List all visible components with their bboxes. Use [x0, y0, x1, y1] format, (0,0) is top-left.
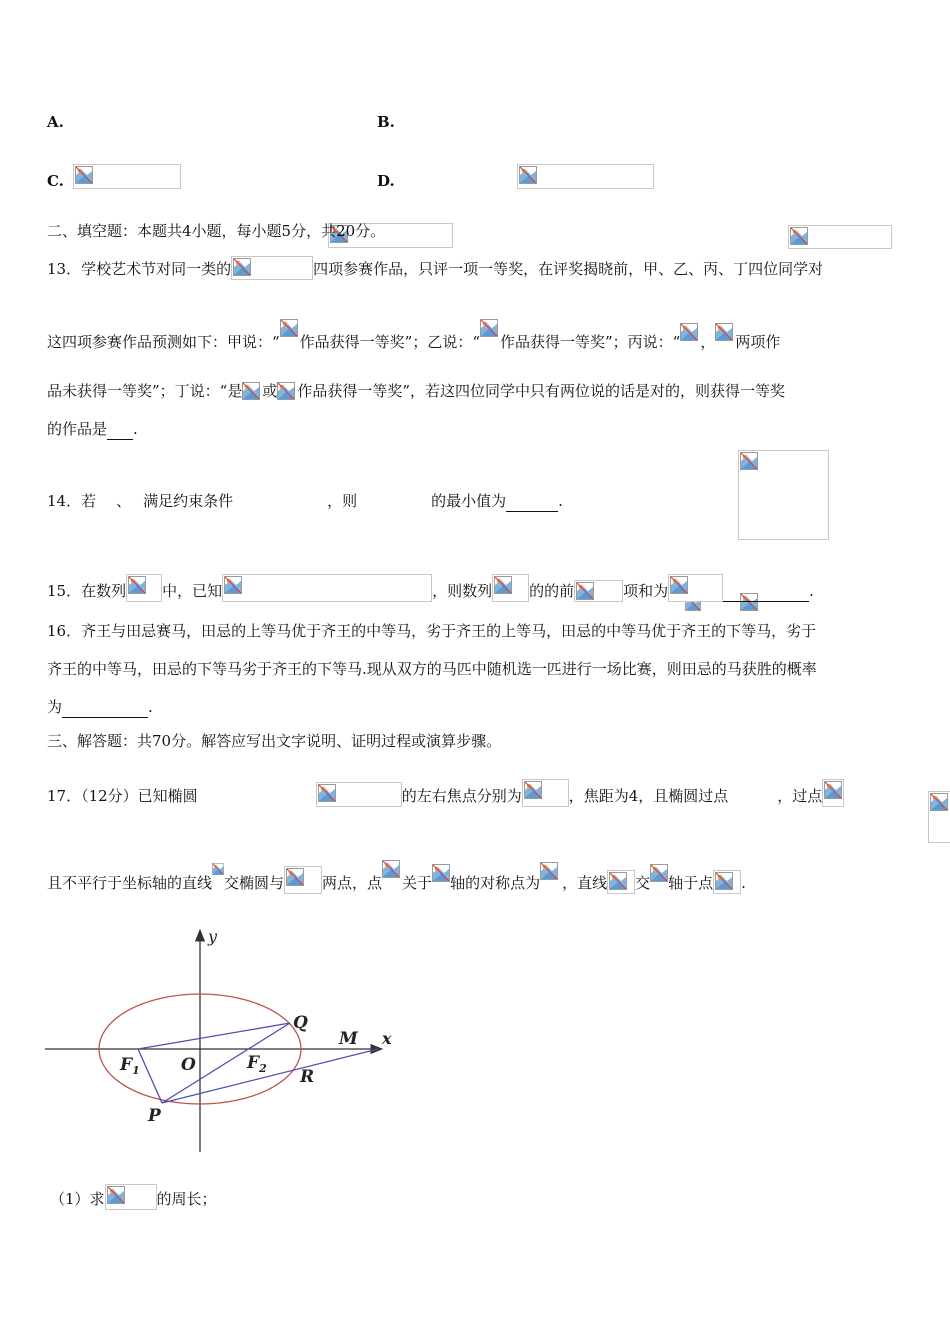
broken-image-icon: [715, 872, 733, 890]
q13-line-1: [47, 256, 823, 280]
option-b-image: [517, 164, 654, 189]
q17-ellipse-image: [928, 791, 950, 843]
q13-line-3: [47, 380, 785, 402]
answer-blank: [107, 423, 133, 440]
q17-image: [713, 870, 741, 894]
q17-line-1: [47, 779, 844, 807]
q17-text: 两点，点: [322, 874, 383, 892]
broken-image-icon: [224, 576, 242, 594]
label-p: P: [148, 1106, 161, 1126]
answer-blank: [723, 585, 809, 602]
q17-image: [650, 872, 668, 894]
option-c: [47, 172, 64, 190]
q13-text: 或: [262, 382, 278, 400]
q17-text: 17．（12分）已知椭圆: [47, 787, 198, 805]
broken-image-icon: [540, 862, 558, 880]
q15-text: 中，已知: [162, 582, 223, 600]
option-d-label: D.: [377, 172, 395, 190]
q13-text: 作品获得一等奖”；乙说：“: [299, 333, 481, 351]
broken-image-icon: [670, 576, 688, 594]
q15-line: [47, 574, 814, 602]
q13-image: [480, 333, 500, 353]
broken-image-icon: [715, 323, 733, 341]
q13-text: 四项参赛作品，只评一项一等奖，在评奖揭晓前，甲、乙、丙、丁四位同学对: [313, 260, 824, 278]
q17-image: [382, 872, 402, 894]
option-d-image: [788, 225, 892, 249]
broken-image-icon: [480, 319, 498, 337]
broken-image-icon: [680, 323, 698, 341]
q17-text: 关于: [402, 874, 433, 892]
q16-text: .: [148, 698, 153, 716]
q13-text: 品未获得一等奖”；丁说：“是: [47, 382, 243, 400]
broken-image-icon: [930, 793, 948, 811]
option-a: [47, 113, 64, 131]
answer-blank: [506, 495, 558, 512]
option-b-label: B.: [377, 113, 395, 131]
q14-text: .: [558, 492, 563, 510]
q14-text: 14．若: [47, 492, 97, 510]
broken-image-icon: [790, 227, 808, 245]
q14-text: ，则: [327, 492, 358, 510]
broken-image-icon: [494, 576, 512, 594]
broken-image-icon: [432, 864, 450, 882]
q13-image: [277, 382, 297, 402]
q15-text: ，则数列: [432, 582, 493, 600]
q13-text: 的作品是: [47, 420, 108, 438]
label-f2: $F_2$: [247, 1053, 267, 1075]
label-f1: $F_1$: [120, 1055, 140, 1077]
q14-text: 、: [116, 492, 132, 510]
q17-image: [522, 779, 569, 807]
label-x: x: [382, 1029, 392, 1048]
broken-image-icon: [233, 258, 251, 276]
section-3-heading: 三、解答题：共70分。解答应写出文字说明、证明过程或演算步骤。: [47, 732, 502, 750]
q14-constraint-image: [738, 450, 829, 540]
option-a-image: [73, 164, 181, 189]
q15-text: 15．在数列: [47, 582, 127, 600]
q13-line-4: [47, 418, 138, 440]
q13-text: 13．学校艺术节对同一类的: [47, 260, 232, 278]
line-f1-q: [138, 1023, 290, 1049]
option-d: [377, 172, 395, 190]
q17-sub-1: [50, 1184, 217, 1210]
q14-text: 满足约束条件: [143, 492, 234, 510]
q15-text: .: [809, 582, 814, 600]
broken-image-icon: [824, 781, 842, 799]
q15-image: [492, 574, 529, 602]
broken-image-icon: [576, 582, 594, 600]
section-2-heading: 二、填空题：本题共4小题，每小题5分，共20分。: [47, 222, 386, 240]
broken-image-icon: [519, 166, 537, 184]
q13-text: 两项作: [735, 333, 781, 351]
option-c-label: C.: [47, 172, 64, 190]
q17-text: 轴的对称点为: [450, 874, 541, 892]
q14-line: [47, 490, 563, 512]
q16-line-2: 齐王的中等马，田忌的下等马劣于齐王的下等马.现从双方的马匹中随机选一匹进行一场比赛，则田忌的马获胜的概率: [47, 660, 817, 678]
broken-image-icon: [286, 868, 304, 886]
q17-image: [822, 779, 844, 807]
option-a-label: A.: [47, 113, 64, 131]
q13-image: [715, 333, 735, 353]
q15-image: [668, 574, 723, 602]
q17-text: 交: [635, 874, 651, 892]
q16-text: 为: [47, 698, 63, 716]
label-r: R: [300, 1067, 315, 1087]
q14-text: 的最小值为: [431, 492, 507, 510]
broken-image-icon: [650, 864, 668, 882]
q17-text: ，过点: [777, 787, 823, 805]
q17-line-2: [47, 866, 746, 894]
broken-image-icon: [277, 382, 295, 400]
q17-text: 的左右焦点分别为: [401, 787, 522, 805]
q17-triangle-image: [105, 1184, 157, 1210]
q16-line-3: [47, 696, 153, 718]
broken-image-icon: [242, 382, 260, 400]
broken-image-icon: [75, 166, 93, 184]
broken-image-icon: [280, 319, 298, 337]
q17-image: [540, 872, 562, 894]
q13-image: [680, 333, 700, 353]
q17-text: .: [741, 874, 746, 892]
q13-image: [242, 382, 262, 402]
q15-text: 项和为: [623, 582, 669, 600]
answer-blank: [62, 701, 148, 718]
q17-text: 且不平行于坐标轴的直线: [47, 874, 213, 892]
q15-text: 的的前: [529, 582, 575, 600]
q17-image: [316, 782, 402, 807]
q17-text: 的周长；: [156, 1190, 217, 1208]
q15-image: [574, 580, 623, 602]
broken-image-icon: [524, 781, 542, 799]
q13-text: 作品获得一等奖”；丙说：“: [500, 333, 681, 351]
broken-image-icon: [128, 576, 146, 594]
q13-text: .: [133, 420, 138, 438]
broken-image-icon: [212, 860, 224, 878]
line-f1-p: [138, 1049, 162, 1103]
q13-text: ，: [700, 333, 716, 351]
broken-image-icon: [107, 1186, 125, 1204]
label-q: Q: [293, 1013, 308, 1033]
broken-image-icon: [609, 872, 627, 890]
q13-text: 这四项参赛作品预测如下：甲说：“: [47, 333, 280, 351]
q17-text: ，焦距为4，且椭圆过点: [568, 787, 729, 805]
q17-text: 轴于点: [668, 874, 714, 892]
q16-line-1: 16．齐王与田忌赛马，田忌的上等马优于齐王的中等马，劣于齐王的上等马，田忌的中等马优于齐王的下等马，劣于: [47, 622, 817, 640]
option-b: [377, 113, 395, 131]
q13-line-2: [47, 331, 780, 353]
broken-image-icon: [382, 860, 400, 878]
q15-image: [222, 574, 432, 602]
q15-image: [126, 574, 162, 602]
q13-text: 作品获得一等奖”，若这四位同学中只有两位说的话是对的，则获得一等奖: [297, 382, 786, 400]
q17-text: ，直线: [562, 874, 608, 892]
q17-text: 交椭圆与: [224, 874, 285, 892]
label-o: O: [181, 1055, 196, 1075]
label-y: y: [208, 927, 218, 946]
q17-image: [607, 870, 635, 894]
q13-image: [231, 256, 313, 280]
q17-image: [432, 872, 450, 894]
broken-image-icon: [318, 784, 336, 802]
ellipse-figure: [40, 922, 410, 1156]
q17-image: [284, 866, 322, 894]
label-m: M: [339, 1029, 358, 1049]
q13-image: [280, 333, 300, 353]
q17-text: （1）求: [50, 1190, 105, 1208]
broken-image-icon: [740, 452, 758, 470]
q17-image: [212, 872, 224, 894]
